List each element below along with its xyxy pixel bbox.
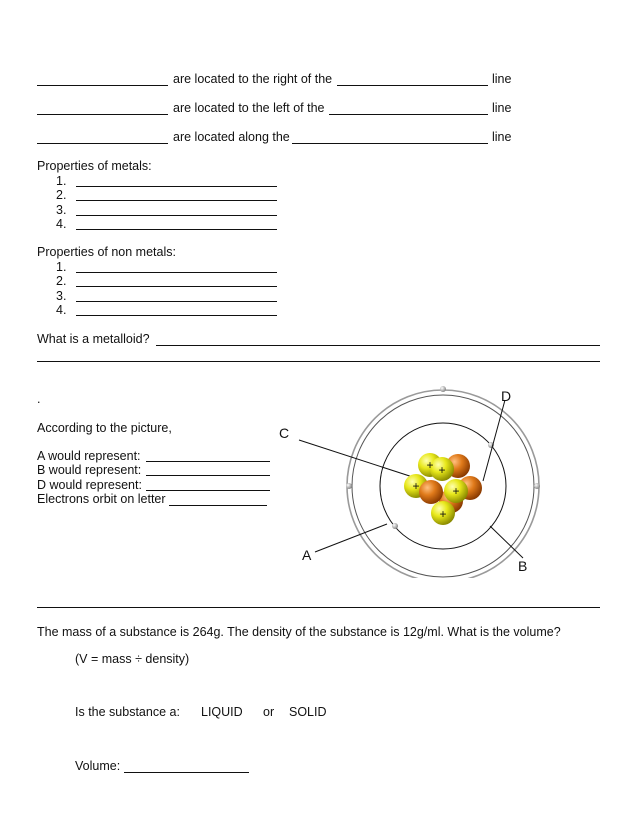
label-b: B [518,558,528,574]
outer-shell [347,390,539,578]
line-1-end: line [492,72,512,86]
substance-prompt: Is the substance a: [75,705,180,719]
leader-line-c [299,440,425,481]
electron [440,386,446,392]
nonmetals-item-4-blank[interactable] [76,315,277,316]
outer-shell-inner-edge [352,395,534,577]
metals-item-2-blank[interactable] [76,200,277,201]
proton-charge: + [438,463,446,477]
line-2-blank-b[interactable] [329,114,488,115]
electron [346,483,352,489]
metals-item-1-blank[interactable] [76,186,277,187]
line-3-blank-b[interactable] [292,143,488,144]
metalloid-question: What is a metalloid? [37,332,150,346]
label-d: D [501,388,512,404]
nonmetals-item-3-number: 3. [56,289,67,303]
line-2-text: are located to the left of the [173,101,325,115]
inner-shell [380,423,506,549]
line-1-blank-b[interactable] [337,85,488,86]
metals-item-3-blank[interactable] [76,215,277,216]
nonmetals-item-2-blank[interactable] [76,286,277,287]
label-a: A [302,547,312,563]
question-a-blank[interactable] [146,461,270,462]
question-electrons-label: Electrons orbit on letter [37,492,166,506]
option-liquid[interactable]: LIQUID [201,705,243,719]
line-3-end: line [492,130,512,144]
nonmetals-item-2-number: 2. [56,274,67,288]
line-3-text: are located along the [173,130,290,144]
question-a-label: A would represent: [37,449,141,463]
metalloid-answer-line[interactable] [37,361,600,362]
picture-intro: According to the picture, [37,421,172,435]
metals-item-2-number: 2. [56,188,67,202]
metals-heading: Properties of metals: [37,159,152,173]
nonmetals-item-4-number: 4. [56,303,67,317]
electron [534,483,540,489]
label-c: C [279,425,290,441]
nonmetals-item-1-blank[interactable] [76,272,277,273]
line-2-end: line [492,101,512,115]
volume-label: Volume: [75,759,121,773]
nonmetals-heading: Properties of non metals: [37,245,176,259]
stray-dot: . [37,392,41,406]
line-3-blank-a[interactable] [37,143,168,144]
nucleus [404,453,482,525]
neutron [419,480,443,504]
line-1-text: are located to the right of the [173,72,333,86]
question-d-blank[interactable] [146,490,270,491]
question-b-label: B would represent: [37,463,142,477]
nonmetals-item-3-blank[interactable] [76,301,277,302]
density-question: The mass of a substance is 264g. The density of the substance is 12g/ml. What is the volume? [37,625,561,639]
section-divider [37,607,600,608]
line-2-blank-a[interactable] [37,114,168,115]
option-solid[interactable]: SOLID [289,705,327,719]
question-b-blank[interactable] [146,475,270,476]
density-formula: (V = mass ÷ density) [75,652,190,666]
proton-charge: + [412,479,420,493]
leader-line-b [490,526,523,558]
metals-item-4-number: 4. [56,217,67,231]
metals-item-4-blank[interactable] [76,229,277,230]
line-1-blank-a[interactable] [37,85,168,86]
option-or: or [263,705,275,719]
proton-charge: + [426,458,434,472]
atom-diagram [275,378,565,578]
nonmetals-item-1-number: 1. [56,260,67,274]
proton-charge: + [452,484,460,498]
question-electrons-blank[interactable] [169,505,267,506]
proton-charge: + [439,507,447,521]
question-d-label: D would represent: [37,478,142,492]
volume-blank[interactable] [124,772,249,773]
metalloid-blank[interactable] [156,345,600,346]
metals-item-1-number: 1. [56,174,67,188]
metals-item-3-number: 3. [56,203,67,217]
electron [392,523,398,529]
